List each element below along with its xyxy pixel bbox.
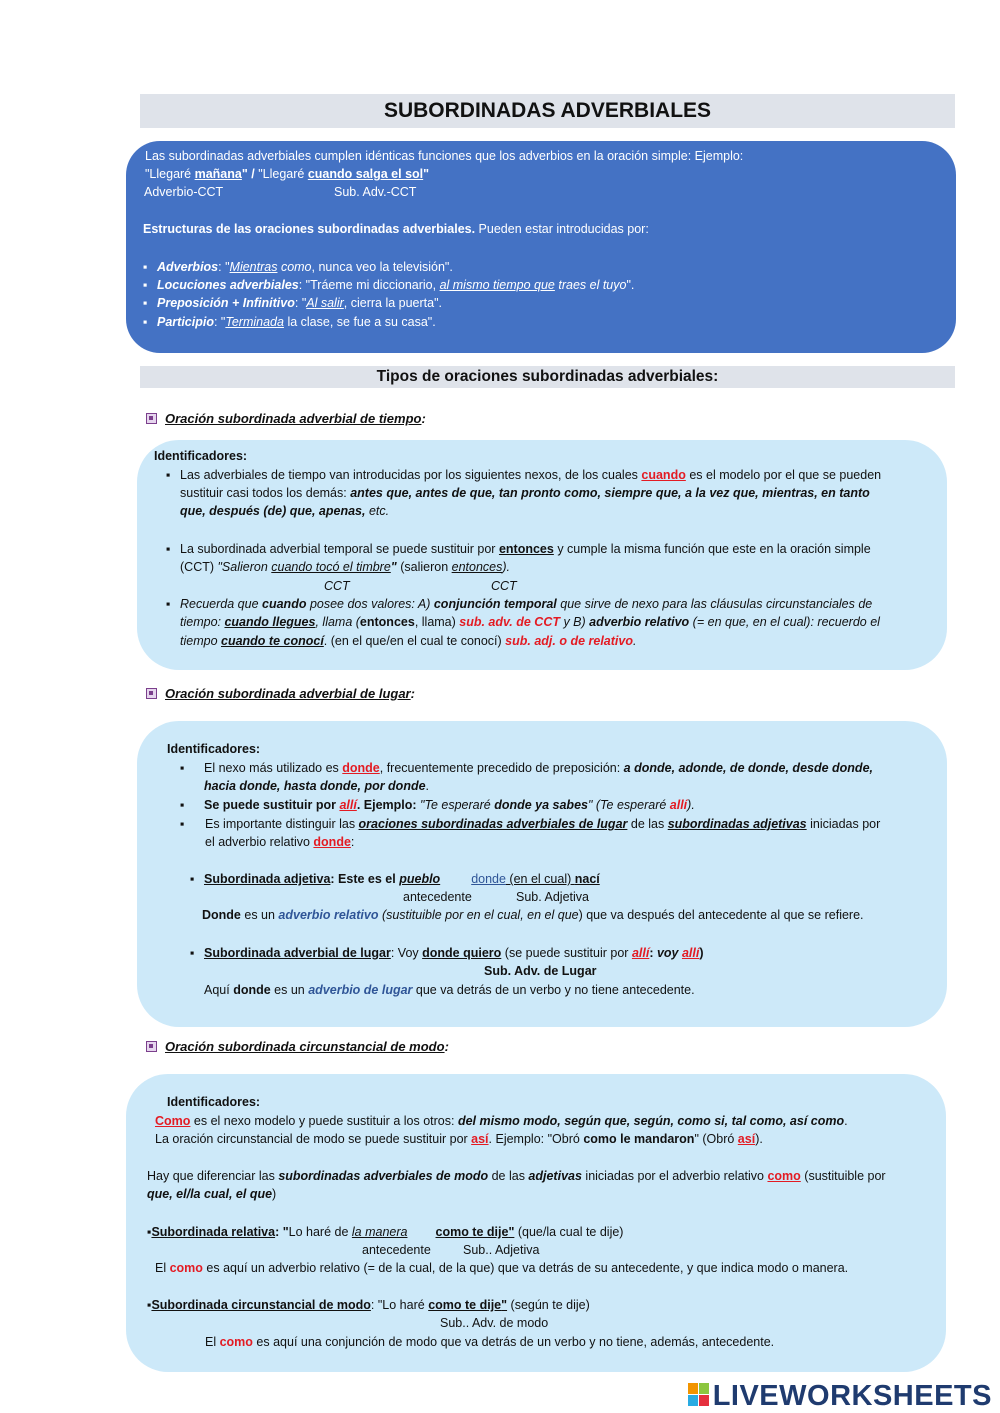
- tiempo-p1-line2: sustituir casi todos los demás: antes que, antes de que, tan pronto como, siempre que, a la vez que, mientras, en tanto: [180, 486, 870, 500]
- intro-bullet-adverbios: ▪ Adverbios: "Mientras como, nunca veo la televisión".: [143, 260, 453, 274]
- box-tiempo: [137, 440, 947, 670]
- lugar-label-sub-adv-lugar: Sub. Adv. de Lugar: [484, 964, 597, 978]
- lugar-label-antecedente: antecedente: [403, 890, 472, 904]
- lugar-p1-line1: ▪ El nexo más utilizado es donde, frecuentemente precedido de preposición: a donde, adonde, de donde, desde donde,: [180, 761, 873, 775]
- lugar-donde-relativo: Donde es un adverbio relativo (sustituible por en el cual, en el que) que va después del antecedente al que se refiere.: [202, 908, 864, 922]
- tiempo-p1-line1: ▪ Las adverbiales de tiempo van introducidas por los siguientes nexos, de los cuales cuando es el modelo por el que se pueden: [166, 468, 882, 482]
- intro-bullet-preposicion: ▪ Preposición + Infinitivo: "Al salir, cierra la puerta".: [143, 296, 443, 310]
- intro-label-sub: Sub. Adv.-CCT: [334, 185, 417, 199]
- box-lugar: [137, 721, 947, 1027]
- lugar-p1-line2: hacia donde, hasta donde, por donde.: [204, 779, 430, 793]
- tiempo-cct-label-2: CCT: [491, 579, 517, 593]
- section-lugar-heading: Oración subordinada adverbial de lugar:: [146, 686, 415, 701]
- section-subtitle: Tipos de oraciones subordinadas adverbiales:: [140, 366, 955, 388]
- lugar-p2: ▪ Se puede sustituir por allí. Ejemplo: "Te esperaré donde ya sabes" (Te esperaré allí).: [180, 798, 695, 812]
- liveworksheets-logo: LIVEWORKSHEETS: [688, 1380, 992, 1413]
- modo-label-sub-adjetiva: Sub.. Adjetiva: [463, 1243, 540, 1257]
- tiempo-p3-line2: tiempo: cuando llegues, llama (entonces, llama) sub. adv. de CCT y B) adverbio relativo (= en que, en el cual): recuerdo el: [180, 615, 880, 629]
- modo-p2: La oración circunstancial de modo se puede sustituir por así. Ejemplo: "Obró como le mandaron" (Obró así).: [155, 1132, 763, 1146]
- modo-p3-line2: que, el/la cual, el que): [147, 1187, 277, 1201]
- modo-label-sub-adv-modo: Sub.. Adv. de modo: [440, 1316, 549, 1330]
- intro-bullet-participio: ▪ Participio: "Terminada la clase, se fue a su casa".: [143, 315, 436, 329]
- tiempo-p2-line2: (CCT) "Salieron cuando tocó el timbre" (salieron entonces).: [180, 560, 510, 574]
- tiempo-p3-line1: ▪ Recuerda que cuando posee dos valores: A) conjunción temporal que sirve de nexo para las cláusulas circunstanciales de: [166, 597, 873, 611]
- intro-example: "Llegaré mañana" / "Llegaré cuando salga el sol": [145, 167, 430, 181]
- lugar-aqui-donde: Aquí donde es un adverbio de lugar que va detrás de un verbo y no tiene antecedente.: [204, 983, 695, 997]
- intro-line-1: Las subordinadas adverbiales cumplen idénticas funciones que los adverbios en la oración simple: Ejemplo:: [145, 149, 744, 163]
- section-tiempo-heading: Oración subordinada adverbial de tiempo:: [146, 411, 426, 426]
- modo-como-conjuncion: El como es aquí una conjunción de modo que va detrás de un verbo y no tiene, además, antecedente.: [205, 1335, 775, 1349]
- section-bullet-icon: [146, 1041, 157, 1052]
- tiempo-p3-line3: tiempo cuando te conocí. (en el que/en el cual te conocí) sub. adj. o de relativo.: [180, 634, 637, 648]
- tiempo-cct-label-1: CCT: [324, 579, 350, 593]
- section-modo-heading: Oración subordinada circunstancial de modo:: [146, 1039, 449, 1054]
- section-bullet-icon: [146, 688, 157, 699]
- modo-sub-circunstancial: ▪Subordinada circunstancial de modo: "Lo haré como te dije" (según te dije): [147, 1298, 590, 1312]
- modo-como-relativo: El como es aquí un adverbio relativo (= de la cual, de la que) que va detrás de su antecedente, y que indica modo o manera.: [155, 1261, 849, 1275]
- identificadores-label: Identificadores:: [154, 449, 248, 463]
- lugar-sub-adverbial: ▪ Subordinada adverbial de lugar: Voy donde quiero (se puede sustituir por allí: voy allí): [190, 946, 704, 960]
- liveworksheets-logo-icon: [688, 1383, 710, 1407]
- modo-sub-relativa: ▪Subordinada relativa: "Lo haré de la manera como te dije" (que/la cual te dije): [147, 1225, 624, 1239]
- tiempo-p1-line3: que, después (de) que, apenas, etc.: [180, 504, 390, 518]
- lugar-sub-adjetiva: ▪ Subordinada adjetiva: Este es el pueblo donde (en el cual) nací: [190, 872, 600, 886]
- lugar-p3-line2: el adverbio relativo donde:: [205, 835, 355, 849]
- intro-label-adverbio: Adverbio-CCT: [144, 185, 224, 199]
- box-modo: [126, 1074, 946, 1372]
- identificadores-label: Identificadores:: [167, 1095, 261, 1109]
- page-title: SUBORDINADAS ADVERBIALES: [140, 94, 955, 128]
- lugar-p3-line1: ▪ Es importante distinguir las oraciones subordinadas adverbiales de lugar de las subordinadas adjetivas iniciadas por: [180, 817, 881, 831]
- intro-box: [126, 141, 956, 353]
- modo-label-antecedente: antecedente: [362, 1243, 431, 1257]
- modo-p1: Como es el nexo modelo y puede sustituir a los otros: del mismo modo, según que, según, como si, tal como, así como.: [155, 1114, 848, 1128]
- identificadores-label: Identificadores:: [167, 742, 261, 756]
- modo-p3-line1: Hay que diferenciar las subordinadas adverbiales de modo de las adjetivas iniciadas por el adverbio relativo como (sustituible por: [147, 1169, 886, 1183]
- tiempo-p2-line1: ▪ La subordinada adverbial temporal se puede sustituir por entonces y cumple la misma función que este en la oración simple: [166, 542, 871, 556]
- intro-bullet-locuciones: ▪ Locuciones adverbiales: "Tráeme mi diccionario, al mismo tiempo que traes el tuyo".: [143, 278, 635, 292]
- section-bullet-icon: [146, 413, 157, 424]
- lugar-label-sub-adjetiva: Sub. Adjetiva: [516, 890, 589, 904]
- intro-structures: Estructuras de las oraciones subordinadas adverbiales. Pueden estar introducidas por:: [143, 222, 649, 236]
